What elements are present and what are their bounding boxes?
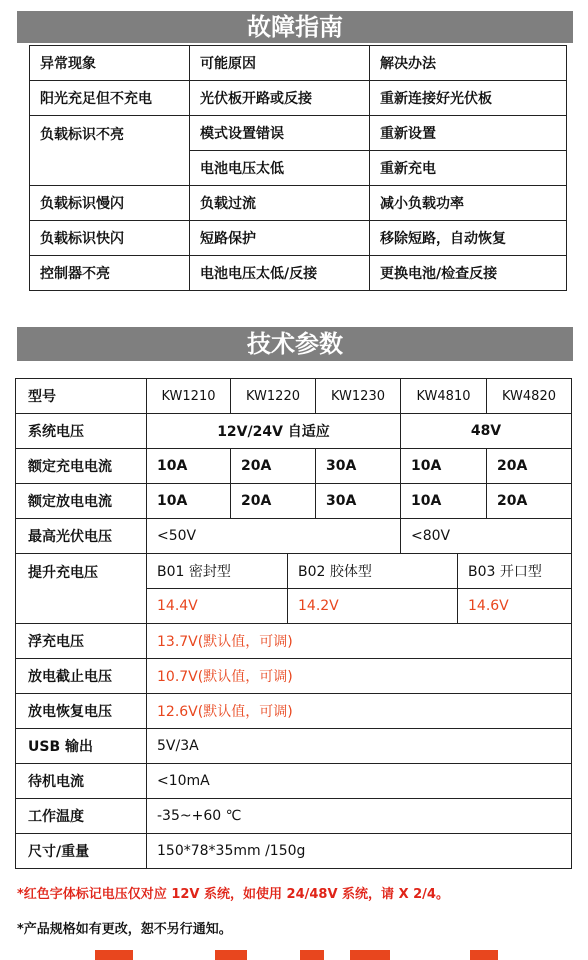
spec-value: 12.6V(默认值，可调) xyxy=(147,694,572,729)
table-header-row xyxy=(30,46,567,81)
model-cell: KW1210 xyxy=(147,379,231,414)
solution-cell: 重新设置 xyxy=(370,116,567,151)
cause-cell: 电池电压太低 xyxy=(190,151,370,186)
boost-value: 14.4V xyxy=(147,589,288,624)
spec-label: USB 输出 xyxy=(16,729,147,764)
discharge-current-row xyxy=(16,484,572,519)
symptom-cell: 负载标识不亮 xyxy=(30,116,190,186)
spec-value: 10A xyxy=(401,484,487,519)
cause-cell: 电池电压太低/反接 xyxy=(190,256,370,291)
table-row xyxy=(30,81,567,116)
solution-cell: 减小负载功率 xyxy=(370,186,567,221)
symptom-cell: 负载标识慢闪 xyxy=(30,186,190,221)
spec-label: 浮充电压 xyxy=(16,624,147,659)
table-row xyxy=(30,186,567,221)
spec-label: 提升充电压 xyxy=(16,554,147,624)
spec-label: 尺寸/重量 xyxy=(16,834,147,869)
spec-value: -35~+60 ℃ xyxy=(147,799,572,834)
float-voltage-row xyxy=(16,624,572,659)
pv-voltage-row xyxy=(16,519,572,554)
size-row xyxy=(16,834,572,869)
spec-value: 12V/24V 自适应 xyxy=(147,414,401,449)
spec-value: 30A xyxy=(316,449,401,484)
spec-value: 48V xyxy=(401,414,572,449)
model-label: 型号 xyxy=(16,379,147,414)
table-row xyxy=(30,221,567,256)
table-row xyxy=(30,116,567,151)
symptom-cell: 阳光充足但不充电 xyxy=(30,81,190,116)
model-cell: KW1230 xyxy=(316,379,401,414)
fault-guide-title: 故障指南 xyxy=(17,11,573,43)
solution-cell: 移除短路，自动恢复 xyxy=(370,221,567,256)
model-cell: KW4810 xyxy=(401,379,487,414)
spec-value: 20A xyxy=(487,449,572,484)
model-cell: KW1220 xyxy=(231,379,316,414)
symptom-cell: 负载标识快闪 xyxy=(30,221,190,256)
temperature-row xyxy=(16,799,572,834)
spec-table xyxy=(15,378,572,869)
solution-cell: 重新连接好光伏板 xyxy=(370,81,567,116)
battery-type: B03 开口型 xyxy=(458,554,572,589)
spec-value: 13.7V(默认值，可调) xyxy=(147,624,572,659)
spec-label: 待机电流 xyxy=(16,764,147,799)
spec-label: 系统电压 xyxy=(16,414,147,449)
symptom-cell: 控制器不亮 xyxy=(30,256,190,291)
header-cause: 可能原因 xyxy=(190,46,370,81)
cause-cell: 短路保护 xyxy=(190,221,370,256)
spec-label: 最高光伏电压 xyxy=(16,519,147,554)
spec-value: 10A xyxy=(147,484,231,519)
fault-guide-table xyxy=(29,45,567,291)
spec-value: 10A xyxy=(147,449,231,484)
spec-label: 额定放电电流 xyxy=(16,484,147,519)
recovery-voltage-row xyxy=(16,694,572,729)
header-symptom: 异常现象 xyxy=(30,46,190,81)
boost-value: 14.6V xyxy=(458,589,572,624)
boost-type-row xyxy=(16,554,572,589)
spec-value: <80V xyxy=(401,519,572,554)
spec-value: 30A xyxy=(316,484,401,519)
cutoff-voltage-row xyxy=(16,659,572,694)
spec-value: 5V/3A xyxy=(147,729,572,764)
cause-cell: 模式设置错误 xyxy=(190,116,370,151)
header-solution: 解决办法 xyxy=(370,46,567,81)
boost-value: 14.2V xyxy=(288,589,458,624)
spec-value: 10A xyxy=(401,449,487,484)
solution-cell: 重新充电 xyxy=(370,151,567,186)
spec-value: 20A xyxy=(231,484,316,519)
battery-type: B01 密封型 xyxy=(147,554,288,589)
spec-title: 技术参数 xyxy=(17,327,573,361)
change-notice: *产品规格如有更改，恕不另行通知。 xyxy=(17,922,232,937)
spec-label: 工作温度 xyxy=(16,799,147,834)
red-voltage-note: *红色字体标记电压仅对应 12V 系统，如使用 24/48V 系统，请 X 2/4。 xyxy=(17,887,449,902)
cause-cell: 光伏板开路或反接 xyxy=(190,81,370,116)
spec-value: 10.7V(默认值，可调) xyxy=(147,659,572,694)
spec-value: <10mA xyxy=(147,764,572,799)
spec-value: 20A xyxy=(487,484,572,519)
spec-value: 150*78*35mm /150g xyxy=(147,834,572,869)
system-voltage-row xyxy=(16,414,572,449)
model-row xyxy=(16,379,572,414)
spec-value: <50V xyxy=(147,519,401,554)
spec-value: 20A xyxy=(231,449,316,484)
spec-label: 额定充电电流 xyxy=(16,449,147,484)
model-cell: KW4820 xyxy=(487,379,572,414)
cause-cell: 负载过流 xyxy=(190,186,370,221)
standby-row xyxy=(16,764,572,799)
solution-cell: 更换电池/检查反接 xyxy=(370,256,567,291)
battery-type: B02 胶体型 xyxy=(288,554,458,589)
spec-label: 放电恢复电压 xyxy=(16,694,147,729)
usb-row xyxy=(16,729,572,764)
table-row xyxy=(30,256,567,291)
spec-label: 放电截止电压 xyxy=(16,659,147,694)
charge-current-row xyxy=(16,449,572,484)
